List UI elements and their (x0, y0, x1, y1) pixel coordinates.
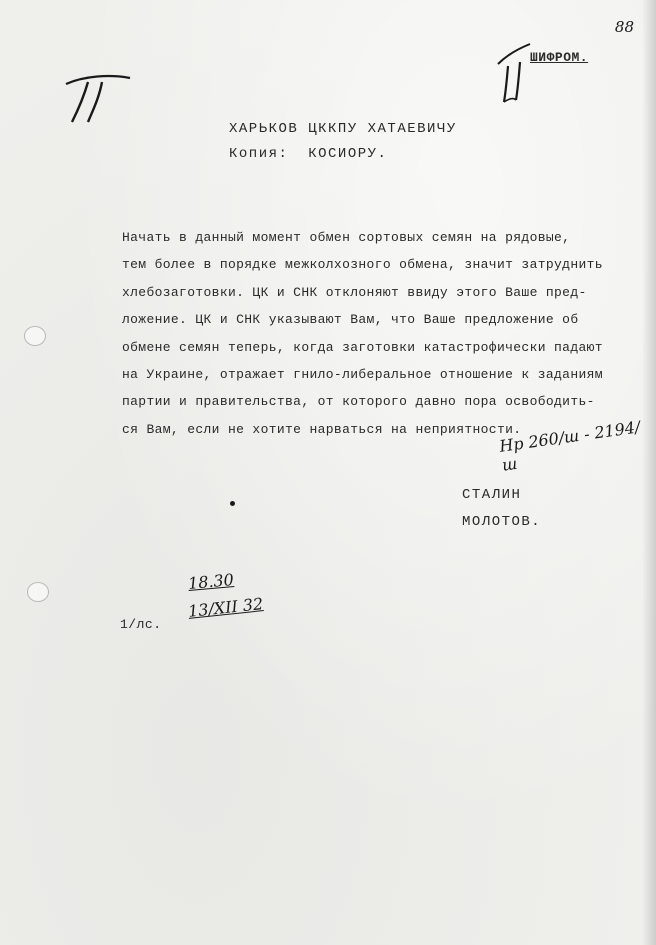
page-edge-shadow (642, 0, 656, 945)
body-line: Начать в данный момент обмен сортовых семян на рядовые, (122, 230, 571, 245)
punch-hole-lower (27, 582, 49, 602)
body-line: на Украине, отражает гнило-либеральное отношение к заданиям (122, 367, 603, 383)
signature-block (462, 482, 541, 536)
page-number: 88 (614, 18, 634, 36)
telegram-body (122, 224, 642, 443)
handwritten-stamp-mark (494, 40, 534, 104)
signature-name: МОЛОТОВ. (462, 514, 542, 530)
body-line: обмене семян теперь, когда заготовки катастрофически падают (122, 339, 603, 355)
body-line: ложение. ЦК и СНК указывают Вам, что Ваше предложение об (122, 312, 579, 328)
punch-hole-upper (24, 326, 46, 346)
body-line: ся Вам, если не хотите нарваться на неприятности. (122, 421, 522, 437)
signature-name: СТАЛИН (462, 487, 522, 503)
dispatch-number-note: Нр 260/ш - 2194/ш (498, 417, 642, 475)
handwritten-p-mark (62, 70, 134, 126)
handwritten-time: 18.30 (187, 570, 235, 593)
copy-count-mark: 1/лс. (120, 617, 162, 632)
ink-dot (230, 501, 235, 506)
addressee-block (229, 117, 457, 167)
body-line: тем более в порядке межколхозного обмена, значит затруднить (122, 257, 603, 273)
body-line: партии и правительства, от которого давно пора освободить- (122, 394, 595, 410)
copy-recipient-line: Копия: КОСИОРУ. (229, 146, 388, 162)
handwritten-date: 13/XII 32 (187, 594, 265, 621)
body-line: хлебозаготовки. ЦК и СНК отклоняют ввиду этого Ваше пред- (122, 284, 587, 300)
classification-stamp: ШИФРОМ. (530, 50, 589, 65)
addressee-line: ХАРЬКОВ ЦККПУ ХАТАЕВИЧУ (229, 121, 457, 137)
